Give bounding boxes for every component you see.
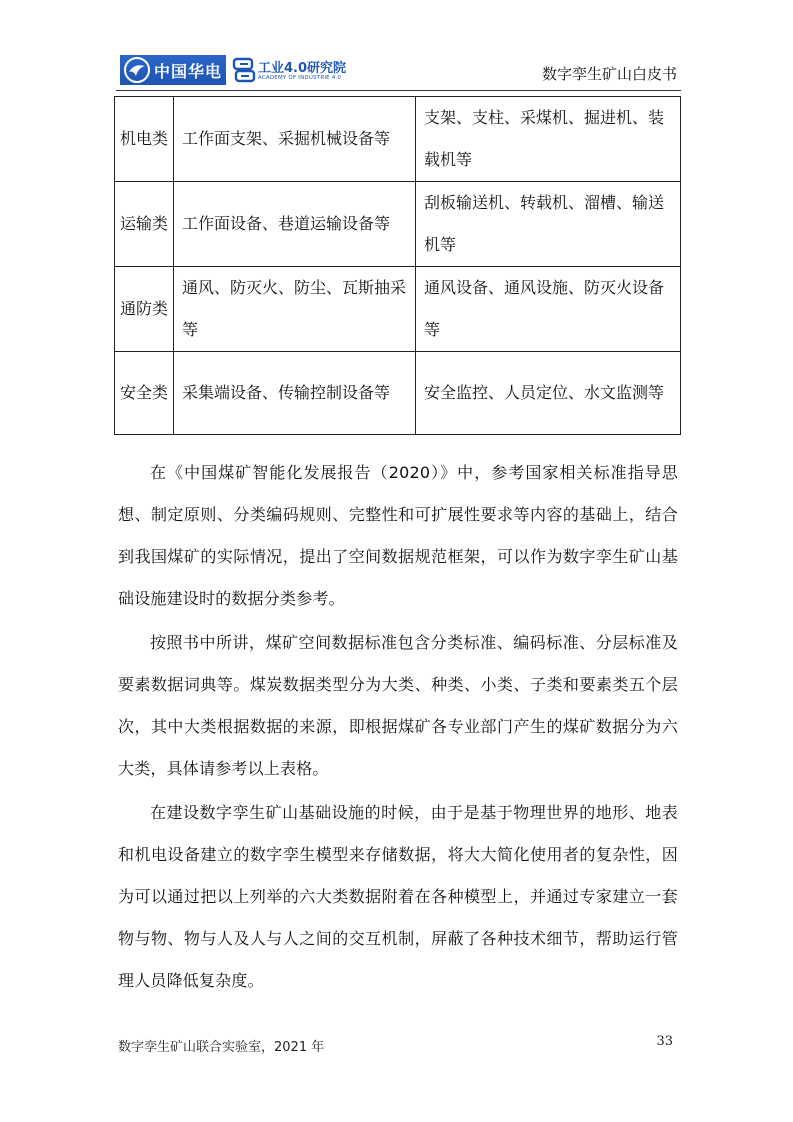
- body-text: [118, 452, 678, 1004]
- source-cell: 通风、防灭火、防尘、瓦斯抽采等: [174, 267, 416, 352]
- data-classification-table: [114, 96, 681, 435]
- category-cell: 安全类: [115, 352, 174, 435]
- source-cell: 采集端设备、传输控制设备等: [174, 352, 416, 435]
- category-cell: 机电类: [115, 97, 174, 182]
- items-cell: 通风设备、通风设施、防灭火设备等: [416, 267, 681, 352]
- footer-credit: 数字孪生矿山联合实验室，2021 年: [118, 1040, 325, 1055]
- items-cell: 刮板输送机、转载机、溜槽、输送机等: [416, 182, 681, 267]
- huadian-logo-text: 中国华电: [154, 61, 223, 81]
- table-row: [115, 182, 681, 267]
- table-row: [115, 97, 681, 182]
- table-row: [115, 267, 681, 352]
- academy-logo: [232, 55, 347, 87]
- paragraph: 在建设数字孪生矿山基础设施的时候，由于是基于物理世界的地形、地表和机电设备建立的数字孪生模型来存储数据，将大大简化使用者的复杂性，因为可以通过把以上列举的六大类数据附着在各种模型上，并通过专家建立一套物与物、物与人及人与人之间的交互机制，屏蔽了各种技术细节，帮助运行管理人员降低复杂度。: [118, 803, 678, 990]
- page-number: 33: [656, 1034, 673, 1049]
- paragraph: 在《中国煤矿智能化发展报告（2020）》中，参考国家相关标准指导思想、制定原则、分类编码规则、完整性和可扩展性要求等内容的基础上，结合到我国煤矿的实际情况，提出了空间数据规范框架，可以作为数字孪生矿山基础设施建设时的数据分类参考。: [118, 463, 678, 608]
- paragraph: 按照书中所讲，煤矿空间数据标准包含分类标准、编码标准、分层标准及要素数据词典等。煤炭数据类型分为大类、种类、小类、子类和要素类五个层次，其中大类根据数据的来源，即根据煤矿各专业部门产生的煤矿数据分为六大类，具体请参考以上表格。: [118, 633, 678, 778]
- page-header: [116, 53, 681, 89]
- huadian-logo: [120, 55, 226, 85]
- document-title: 数字孪生矿山白皮书: [541, 65, 677, 83]
- table-row: [115, 352, 681, 435]
- items-cell: 安全监控、人员定位、水文监测等: [416, 352, 681, 435]
- category-cell: 运输类: [115, 182, 174, 267]
- academy-logo-en: ACADEMY OF INDUSTRIE 4.0: [258, 75, 342, 81]
- source-cell: 工作面支架、采掘机械设备等: [174, 97, 416, 182]
- academy-logo-cn: 工业4.0研究院: [258, 61, 347, 76]
- header-divider: [116, 90, 681, 91]
- category-cell: 通防类: [115, 267, 174, 352]
- huadian-mark-icon: [124, 57, 150, 83]
- source-cell: 工作面设备、巷道运输设备等: [174, 182, 416, 267]
- items-cell: 支架、支柱、采煤机、掘进机、装载机等: [416, 97, 681, 182]
- academy-mark-icon: [232, 57, 256, 85]
